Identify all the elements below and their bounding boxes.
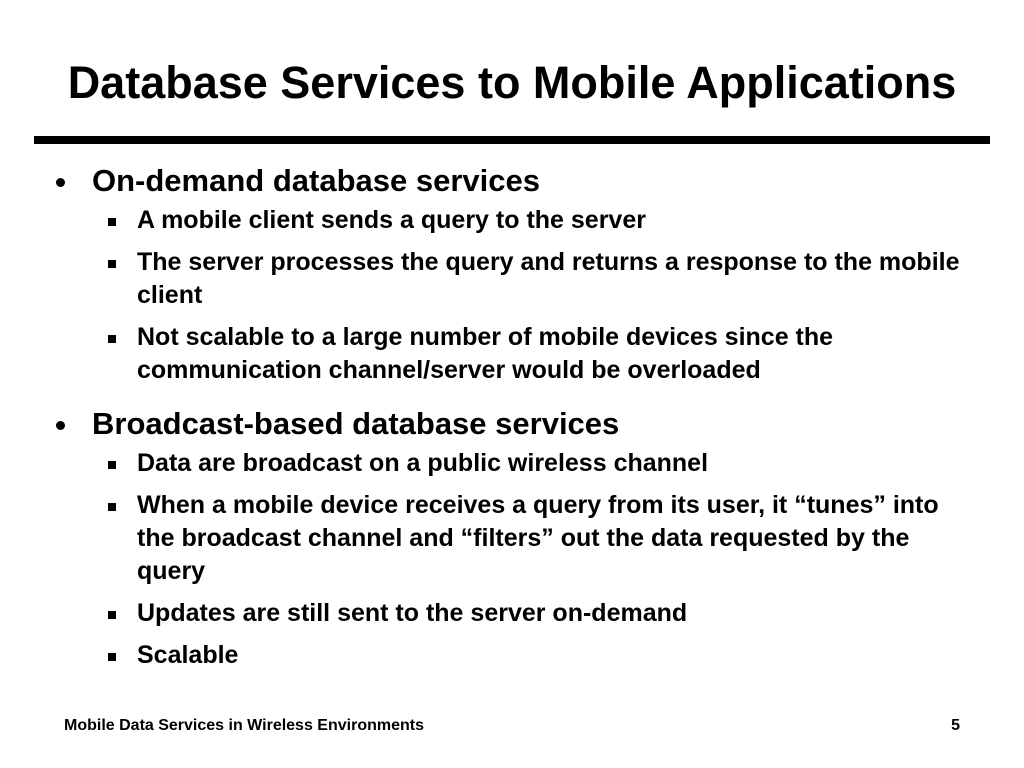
- bullet-heading: Broadcast-based database services: [92, 406, 620, 441]
- sub-bullet-text: A mobile client sends a query to the server: [137, 206, 646, 234]
- bullet-square-icon: [108, 653, 116, 661]
- bullet-square-icon: [108, 461, 116, 469]
- bullet-square-icon: [108, 503, 116, 511]
- bullet-on-demand-services: [0, 158, 1024, 204]
- slide-title: Database Services to Mobile Applications: [67, 57, 957, 108]
- sub-bullet-text: Scalable: [137, 641, 239, 669]
- bullet-dot-icon: [56, 421, 65, 430]
- sub-bullet-text: Not scalable to a large number of mobile devices since the communication channel/server would be overloaded: [137, 323, 834, 384]
- bullet-square-icon: [108, 611, 116, 619]
- bullet-heading: On-demand database services: [92, 163, 540, 198]
- sub-bullet-text: The server processes the query and returns a response to the mobile client: [137, 248, 960, 309]
- sub-bullet-item: [0, 489, 1024, 588]
- sub-bullet-item: [0, 246, 1024, 312]
- bullet-square-icon: [108, 335, 116, 343]
- sub-bullet-item: [0, 321, 1024, 387]
- page-number: 5: [951, 717, 960, 734]
- sub-bullet-item: [0, 204, 1024, 237]
- sub-bullet-item: [0, 597, 1024, 630]
- sub-bullet-item: [0, 639, 1024, 672]
- bullet-dot-icon: [56, 178, 65, 187]
- sub-bullet-list: [0, 204, 1024, 387]
- bullet-broadcast-services: [0, 401, 1024, 447]
- sub-bullet-text: When a mobile device receives a query from its user, it “tunes” into the broadcast channel and “filters” out the data requested by the query: [137, 491, 939, 585]
- bullet-square-icon: [108, 218, 116, 226]
- bullet-square-icon: [108, 260, 116, 268]
- sub-bullet-item: [0, 447, 1024, 480]
- footer-title: Mobile Data Services in Wireless Environments: [64, 717, 424, 734]
- title-divider: [34, 136, 990, 144]
- slide-content: [0, 158, 1024, 686]
- sub-bullet-text: Data are broadcast on a public wireless channel: [137, 449, 709, 477]
- sub-bullet-list: [0, 447, 1024, 672]
- sub-bullet-text: Updates are still sent to the server on-demand: [137, 599, 688, 627]
